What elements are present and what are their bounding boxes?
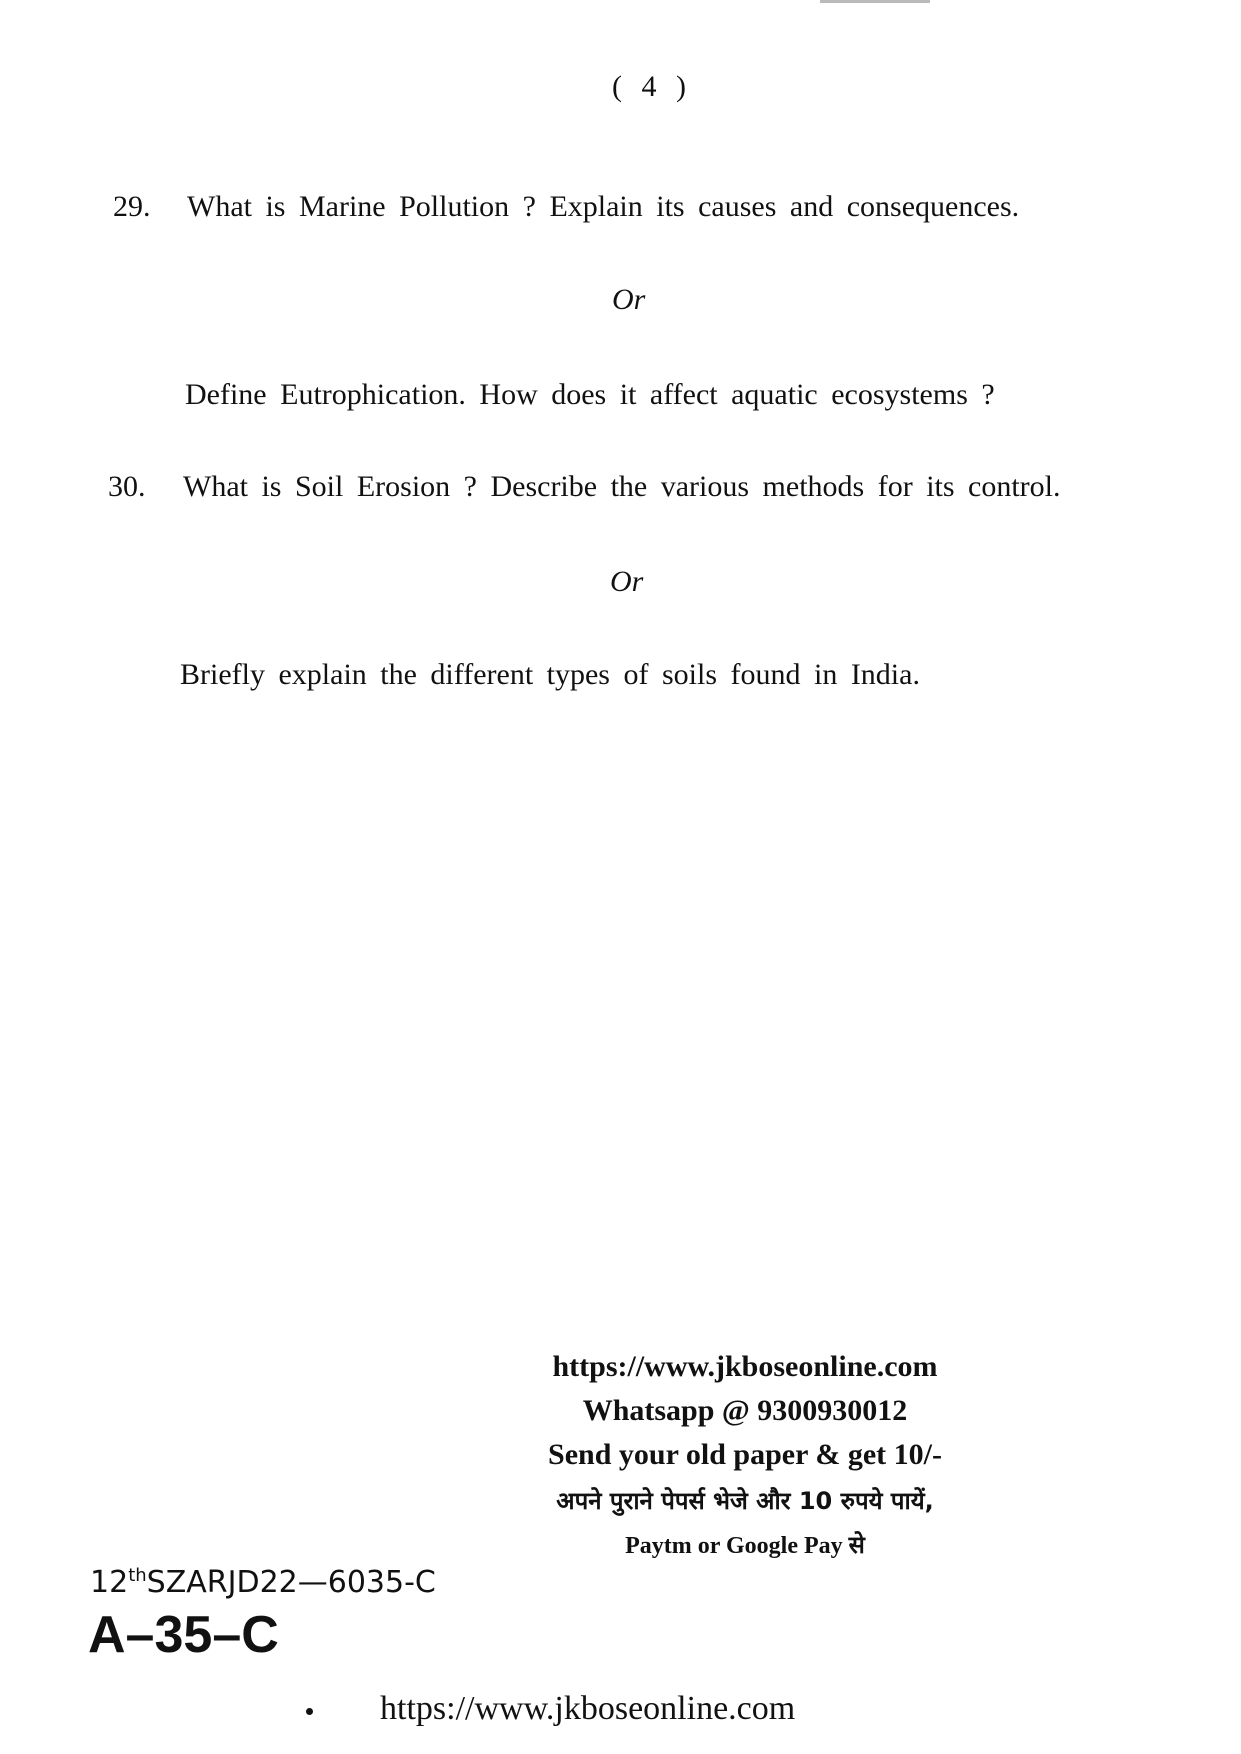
paper-code [90, 1565, 436, 1600]
promo-hindi-offer: अपने पुराने पेपर्स भेजे और 10 रुपये पायें, [556, 1487, 934, 1515]
question-30-or: Or [610, 565, 644, 598]
promo-whatsapp: Whatsapp @ 9300930012 [582, 1394, 908, 1427]
question-30-text: What is Soil Erosion ? Describe the various methods for its control. [183, 470, 1061, 503]
question-29-or: Or [612, 283, 646, 316]
question-30-number: 30. [108, 470, 146, 503]
promo-offer: Send your old paper & get 10/- [548, 1438, 942, 1471]
paper-code-superscript: th [128, 1565, 147, 1586]
paper-code-prefix: 12 [90, 1565, 129, 1600]
promo-payment: Paytm or Google Pay से [625, 1533, 865, 1559]
paper-code-main: SZARJD22—6035-C [146, 1565, 436, 1600]
paper-series: A–35–C [88, 1606, 279, 1664]
question-29-text: What is Marine Pollution ? Explain its causes and consequences. [187, 190, 1020, 223]
question-29-number: 29. [113, 190, 151, 223]
scan-mark [820, 0, 930, 3]
bullet-icon [306, 1708, 313, 1715]
footer-url: https://www.jkboseonline.com [380, 1690, 796, 1727]
question-29-alternative: Define Eutrophication. How does it affect aquatic ecosystems ? [185, 378, 995, 411]
promo-website: https://www.jkboseonline.com [552, 1350, 938, 1383]
page-number: ( 4 ) [612, 70, 692, 103]
question-30-alternative: Briefly explain the different types of soils found in India. [180, 658, 920, 691]
